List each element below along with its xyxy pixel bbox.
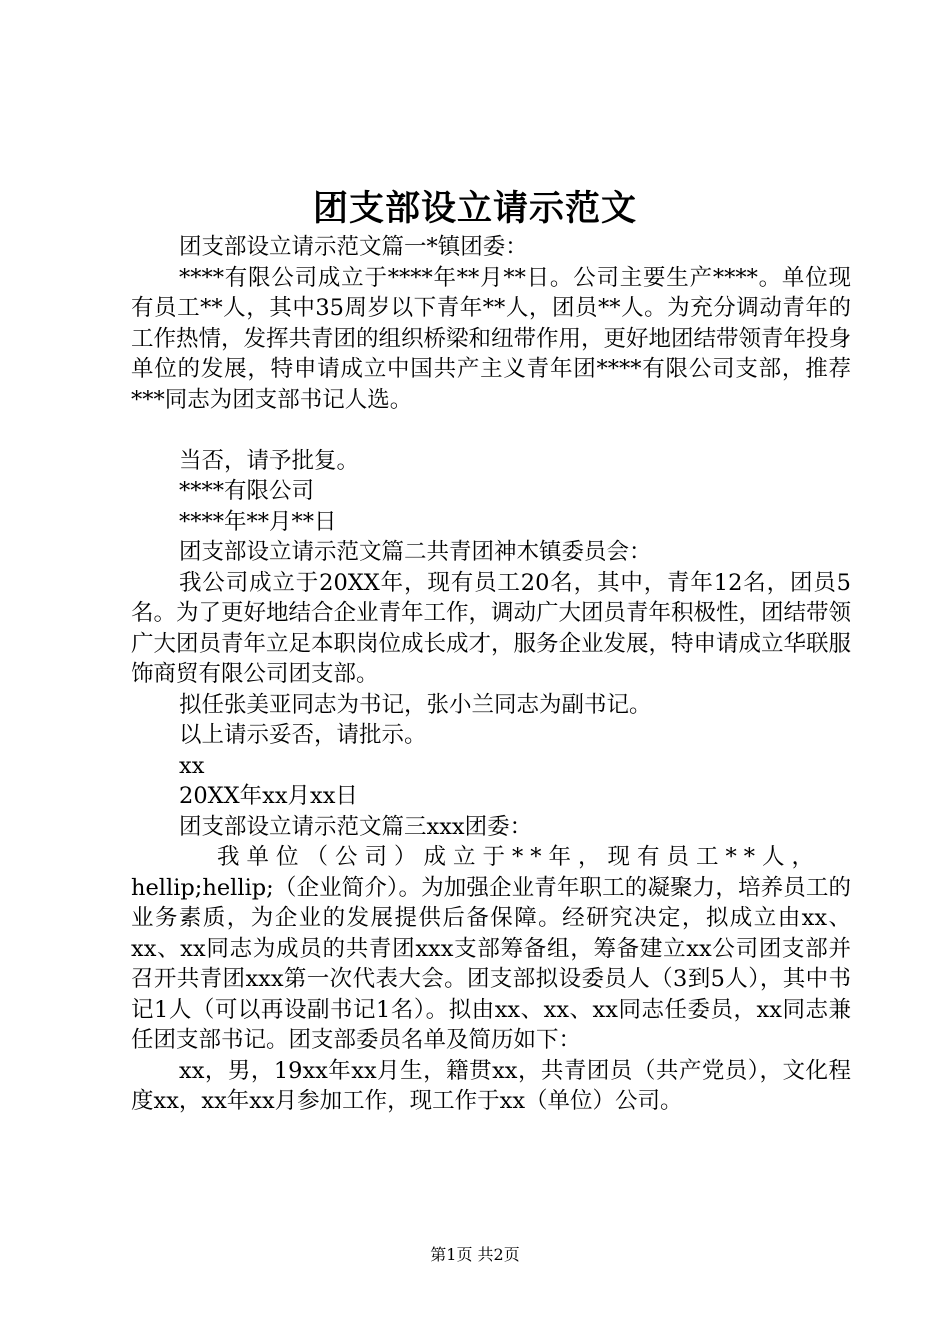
section-heading-3: 团支部设立请示范文篇三xxx团委： [179,813,533,840]
signature-company: ****有限公司 [179,478,315,504]
section-heading-1: 团支部设立请示范文篇一*镇团委： [179,234,528,260]
paragraph: ****有限公司成立于****年**月**日。公司主要生产****。单位现有员工**人，其中35周岁以下青年**人，团员**人。为充分调动青年的工作热情，发挥共青团的组织桥梁和纽带作用，更好地团结带领青年投身单位的发展，特申请成立中国共产主义青年团****有限公司支部，推荐***同志为团支部书记人选。 [131,264,852,413]
document-body [131,232,851,1117]
paragraph: xx，男，19xx年xx月生，籍贯xx，共青团员（共产党员），文化程度xx，xx年xx月参加工作，现工作于xx（单位）公司。 [131,1057,851,1114]
signature-date: 20XX年xx月xx日 [179,783,358,809]
blank-line [131,415,851,446]
paragraph: 以上请示妥否，请批示。 [179,722,427,748]
paragraph: hellip;hellip;（企业简介）。为加强企业青年职工的凝聚力，培养员工的业务素质，为企业的发展提供后备保障。经研究决定，拟成立由xx、xx、xx同志为成员的共青团xxx支部筹备组，筹备建立xx公司团支部并召开共青团xxx第一次代表大会。团支部拟设委员人（3到5人），其中书记1人（可以再设副书记1名）。拟由xx、xx、xx同志任委员，xx同志兼任团支部书记。团支部委员名单及简历如下： [131,874,851,1053]
page-footer: 第1页 共2页 [430,1245,520,1264]
paragraph: 当否，请予批复。 [179,447,360,474]
signature-date: ****年**月**日 [179,508,337,535]
paragraph: 拟任张美亚同志为书记，张小兰同志为副书记。 [179,691,652,718]
document-title: 团支部设立请示范文 [312,188,637,229]
paragraph: 我单位（公司）成立于**年，现有员工**人， [217,844,822,870]
signature-name: xx [179,752,205,779]
paragraph: 我公司成立于20XX年，现有员工20名，其中，青年12名，团员5名。为了更好地结合企业青年工作，调动广大团员青年积极性，团结带领广大团员青年立足本职岗位成长成才，服务企业发展，特申请成立华联服饰商贸有限公司团支部。 [131,569,852,687]
section-heading-2: 团支部设立请示范文篇二共青团神木镇委员会： [179,539,652,565]
